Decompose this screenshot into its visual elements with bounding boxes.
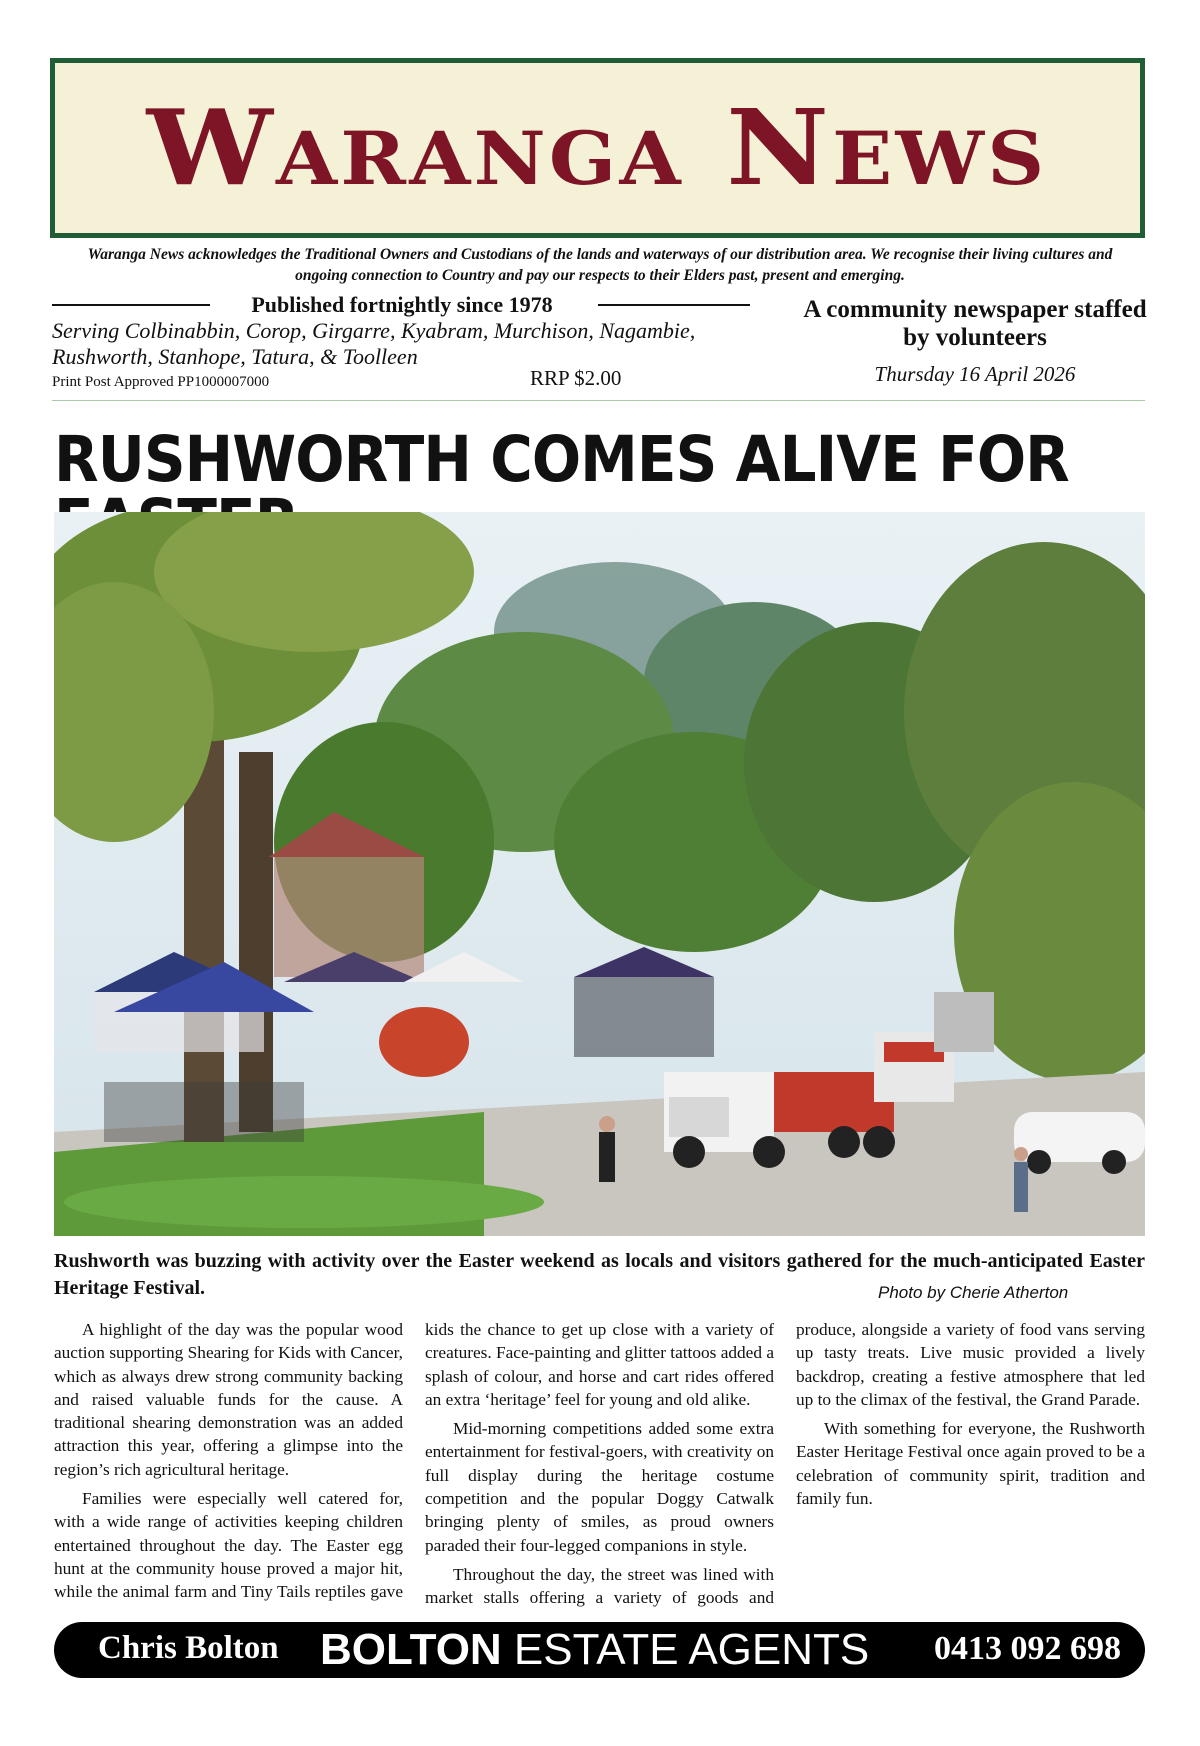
masthead: [50, 58, 1145, 238]
festival-photo: [54, 512, 1145, 1236]
article-paragraph: With something for everyone, the Rushworth Easter Heritage Festival once again proved to be a celebration of community spirit, tradition and family fun.: [796, 1419, 1145, 1509]
photo-credit: Photo by Cherie Atherton: [878, 1283, 1069, 1302]
article-body: [54, 1318, 1145, 1610]
agent-name: Chris Bolton: [98, 1630, 279, 1666]
real-estate-advert: [54, 1622, 1145, 1678]
serving-towns: Serving Colbinabbin, Corop, Girgarre, Kyabram, Murchison, Nagambie, Rushworth, Stanhope, Tatura, & Toolleen: [52, 318, 696, 369]
article-paragraph: Families were especially well catered for, with a wide range of activities keeping children entertained throughout the day. The Easter egg hunt at the community house proved a major hit, while the animal farm and Tiny Tails reptiles gave kids the chance to get up close with a variety of creatures. Face-painting and glitter tattoos added a splash of colour, and horse and cart rides offered an extra ‘heritage’ feel for young and old alike.: [54, 1320, 774, 1602]
photo-caption: Rushworth was buzzing with activity over the Easter weekend as locals and visitors gathered for the much-anticipated Easter Heritage Festival.: [54, 1250, 1145, 1299]
price: RRP $2.00: [530, 366, 622, 390]
tagline: A community newspaper staffed by volunteers: [803, 296, 1147, 351]
article-paragraph: Throughout the day, the street was lined with market stalls offering a variety of goods and produce, alongside a variety of food vans serving up tasty treats. Live music provided a lively backdrop, creating a festive atmosphere that led up to the climax of the festival, the Grand Parade.: [425, 1320, 1145, 1608]
print-post-number: Print Post Approved PP1000007000: [52, 374, 270, 390]
headline: RUSHWORTH COMES ALIVE FOR: [54, 423, 1069, 496]
issue-date: Thursday 16 April 2026: [874, 362, 1076, 386]
agent-phone: 0413 092 698: [934, 1630, 1121, 1667]
header-divider: [52, 400, 1145, 401]
article-paragraph: A highlight of the day was the popular wood auction supporting Shearing for Kids with Cancer, which as always drew strong community backing and raised valuable funds for the cause. A traditional shearing demonstration was an added attraction this year, offering a glimpse into the region’s rich agricultural heritage.: [54, 1320, 403, 1479]
acknowledgement-of-country: Waranga News acknowledges the Traditional Owners and Custodians of the lands and waterways of our distribution area. We recognise their living cultures and ongoing connection to Country and pay our respects to their Elders past, present and emerging.: [87, 246, 1113, 284]
agency-name: [320, 1626, 869, 1674]
agency-name-bold: BOLTON: [320, 1625, 502, 1674]
agency-name-rest: ESTATE AGENTS: [501, 1625, 870, 1674]
divider-right: [598, 304, 750, 306]
newspaper-title: Waranga News: [147, 86, 1048, 209]
article-paragraph: Mid-morning competitions added some extra entertainment for festival-goers, with creativity on full display during the heritage costume competition and the popular Doggy Catwalk bringing plenty of smiles, as proud owners paraded their four-legged companions in style.: [425, 1419, 774, 1555]
published-since: Published fortnightly since 1978: [251, 292, 553, 317]
